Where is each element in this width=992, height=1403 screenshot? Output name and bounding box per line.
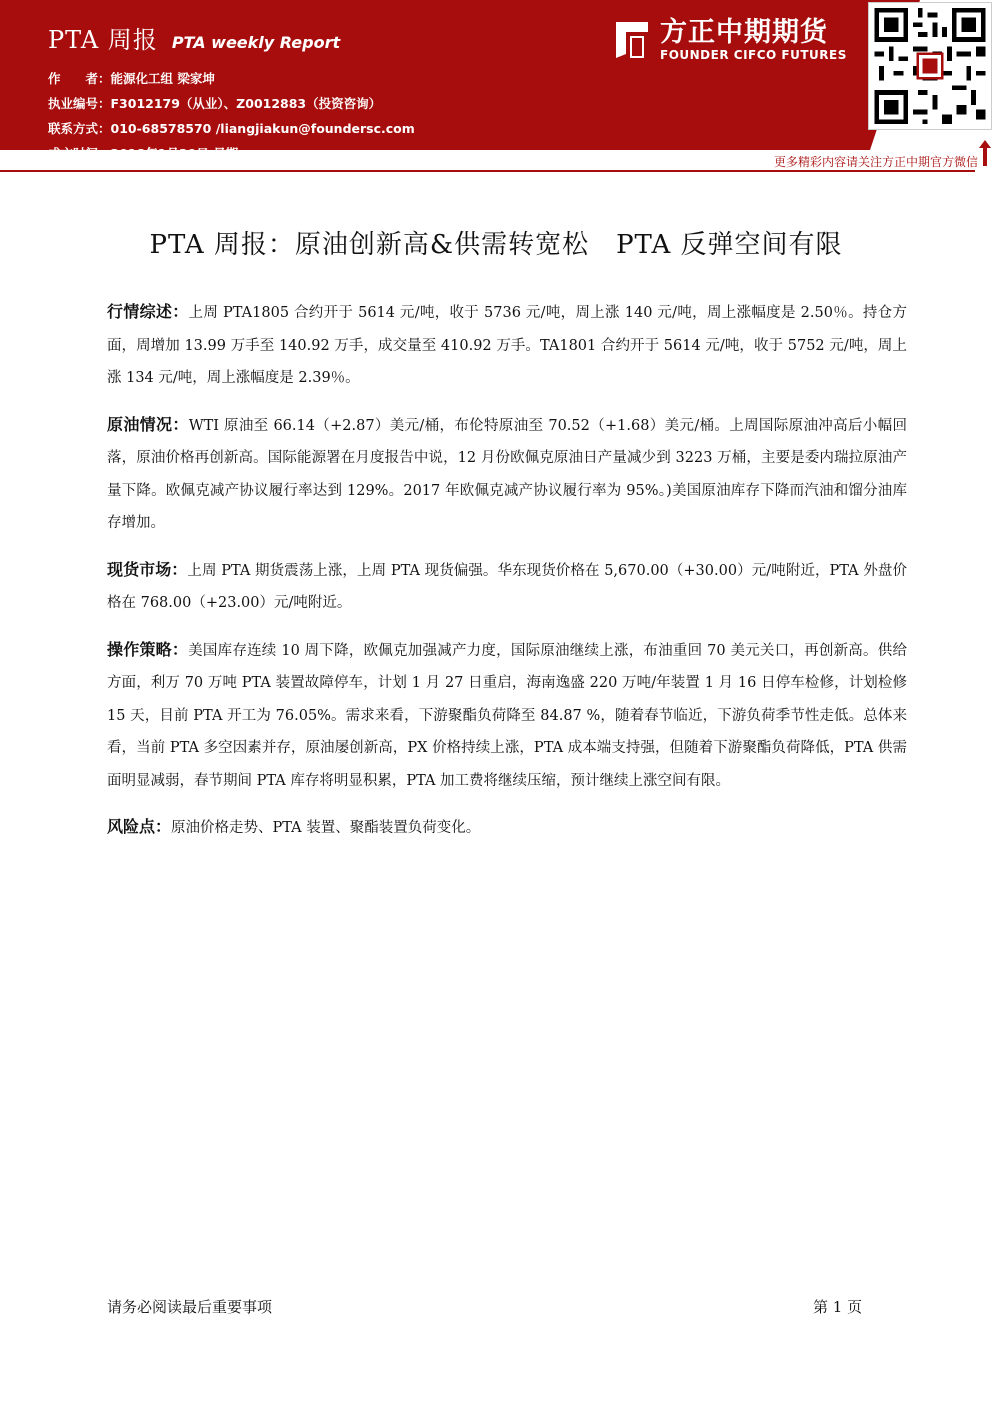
author-row — [48, 66, 415, 91]
section-text: 上周 PTA1805 合约开于 5614 元/吨，收于 5736 元/吨，周上涨 140 元/吨，周上涨幅度是 2.50％。持仓方面，周增加 13.99 万手至 140.92 万手，成交量至 410.92 万手。TA1801 合约开于 5614 元/吨，收于 5752 元/吨，周上涨 134 元/吨，周上涨幅度是 2.39％。 — [107, 305, 907, 386]
page-number: 第 1 页 — [813, 1298, 863, 1316]
qr-code-icon — [869, 3, 991, 129]
report-title: PTA 周报：原油创新高&供需转宽松 PTA 反弹空间有限 — [149, 230, 843, 260]
section-crude-oil — [107, 409, 907, 540]
logo-name-cn: 方正中期期货 — [660, 17, 828, 48]
contact-row — [48, 116, 415, 141]
report-body — [107, 296, 907, 859]
arrow-up-icon — [978, 138, 992, 168]
author-label: 作 者： — [48, 71, 111, 86]
contact-value[interactable]: 010-68578570 /liangjiakun@foundersc.com — [110, 121, 415, 136]
license-row — [48, 91, 415, 116]
section-strategy — [107, 634, 907, 798]
wechat-qr-code[interactable] — [868, 2, 992, 130]
footer-notice: 请务必阅读最后重要事项 — [107, 1298, 273, 1316]
section-text: 美国库存连续 10 周下降，欧佩克加强减产力度，国际原油继续上涨，布油重回 70 美元关口，再创新高。供给方面，利万 70 万吨 PTA 装置故障停车，计划 1 月 27 日重启，海南逸盛 220 万吨/年装置 1 月 16 日停车检修，计划检修 15 天，目前 PTA 开工为 76.05%。需求来看，下游聚酯负荷降至 84.87 %，随着春节临近，下游负荷季节性走低。总体来看，当前 PTA 多空因素并存，原油屡创新高，PX 价格持续上涨，PTA 成本端支持强，但随着下游聚酯负荷降低，PTA 供需面明显减弱，春节期间 PTA 库存将明显积累，PTA 加工费将继续压缩，预计继续上涨空间有限。 — [107, 642, 907, 789]
header-footer-bar — [0, 150, 992, 172]
section-label: 风险点： — [107, 817, 172, 836]
section-label: 行情综述： — [107, 302, 189, 321]
date-value: 2018年1月29日 星期一 — [110, 146, 251, 161]
section-text: WTI 原油至 66.14（+2.87）美元/桶，布伦特原油至 70.52（+1.68）美元/桶。上周国际原油冲高后小幅回落，原油价格再创新高。国际能源署在月度报告中说，12 月份欧佩克原油日产量减少到 3223 万桶，主要是委内瑞拉原油产量下降。欧佩克减产协议履行率达到 129%。2017 年欧佩克减产协议履行率为 95%。)美国原油库存下降而汽油和馏分油库存增加。 — [107, 417, 907, 531]
section-text: 原油价格走势、PTA 装置、聚酯装置负荷变化。 — [171, 820, 481, 836]
license-value: F3012179（从业）、Z0012883（投资咨询） — [110, 96, 382, 111]
follow-wechat-text: 更多精彩内容请关注方正中期官方微信 — [773, 155, 978, 169]
founder-logo-icon — [608, 18, 652, 62]
section-market-overview — [107, 296, 907, 395]
report-type — [48, 20, 340, 55]
section-label: 现货市场： — [107, 559, 188, 579]
author-value: 能源化工组 梁家坤 — [110, 71, 215, 86]
company-logo — [608, 18, 847, 62]
report-type-en: PTA weekly Report — [171, 33, 341, 52]
section-spot-market — [107, 554, 907, 620]
section-text: 上周 PTA 期货震荡上涨，上周 PTA 现货偏强。华东现货价格在 5,670.00（+30.00）元/吨附近，PTA 外盘价格在 768.00（+23.00）元/吨附近。 — [107, 562, 907, 611]
license-label: 执业编号： — [48, 96, 111, 111]
section-label: 操作策略： — [107, 639, 189, 659]
header-rule — [0, 170, 975, 172]
report-header — [0, 0, 992, 172]
section-label: 原油情况： — [107, 414, 189, 434]
section-risks — [107, 811, 907, 845]
date-label: 成文时间： — [48, 146, 111, 161]
contact-label: 联系方式： — [48, 121, 111, 136]
logo-name-en: FOUNDER CIFCO FUTURES — [660, 48, 847, 62]
report-type-cn: PTA 周报 — [48, 26, 158, 54]
